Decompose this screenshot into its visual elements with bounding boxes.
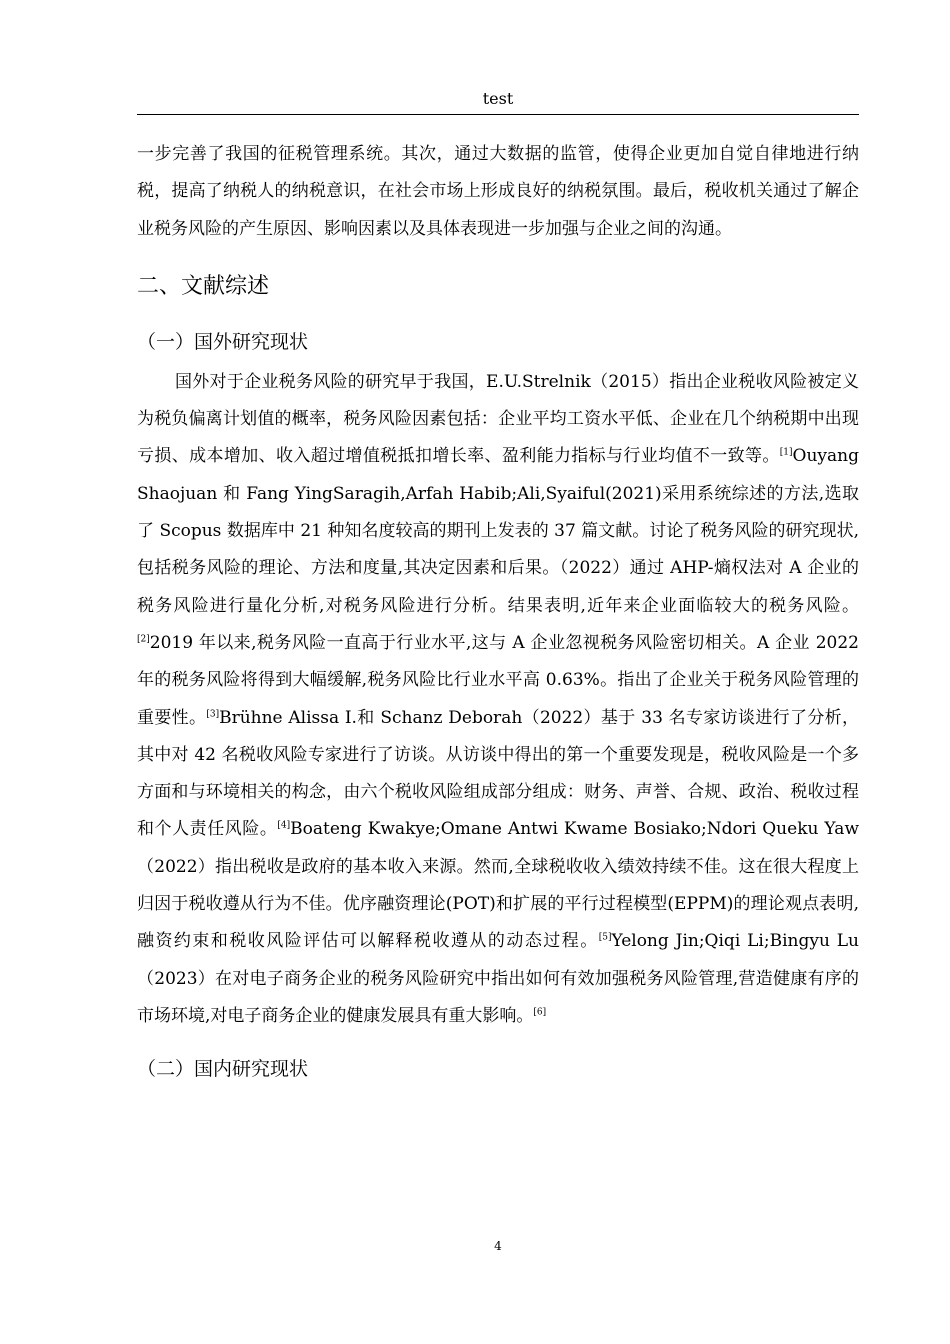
intro-paragraph: 一步完善了我国的征税管理系统。其次，通过大数据的监管，使得企业更加自觉自律地进行纳税，提高了纳税人的纳税意识，在社会市场上形成良好的纳税氛围。最后，税收机关通过了解企业税务风险的产生原因、影响因素以及具体表现进一步加强与企业之间的沟通。 — [137, 144, 859, 239]
subsection-heading-foreign: （一）国外研究现状 — [137, 330, 309, 353]
running-header: test — [482, 89, 514, 108]
foreign-research-paragraph — [137, 364, 859, 1035]
paragraph-sentence: Ouyang Shaojuan 和 Fang YingSaragih,Arfah Habib;Ali,Syaiful(2021)采用系统综述的方法,选取了 Scopus 数据库中 21 种知名度较高的期刊上发表的 37 篇文献。讨论了税务风险的研究现状,包括税务风险的理论、方法和度量,其决定因素和后果。（2022）通过 AHP-熵权法对 A 企业的税务风险进行量化分析,对税务风险进行分析。结果表明,近年来企业面临较大的税务风险。 — [137, 446, 859, 616]
citation-ref: [4] — [277, 820, 291, 831]
citation-ref: [6] — [533, 1007, 547, 1018]
page-number: 4 — [494, 1239, 502, 1253]
page-body — [137, 136, 859, 1091]
paragraph-sentence: Yelong Jin;Qiqi Li;Bingyu Lu（2023）在对电子商务企业的税务风险研究中指出如何有效加强税务风险管理,营造健康有序的市场环境,对电子商务企业的健康发展具有重大影响。 — [137, 931, 860, 1026]
header-rule — [137, 114, 859, 115]
citation-ref: [2] — [137, 634, 150, 645]
citation-ref: [5] — [598, 932, 612, 943]
subsection-heading-domestic: （二）国内研究现状 — [137, 1058, 309, 1081]
citation-ref: [1] — [779, 447, 793, 458]
paragraph-sentence: 国外对于企业税务风险的研究早于我国，E.U.Strelnik（2015）指出企业税收风险被定义为税负偏离计划值的概率，税务风险因素包括：企业平均工资水平低、企业在几个纳税期中出现亏损、成本增加、收入超过增值税抵扣增长率、盈利能力指标与行业均值不一致等。 — [137, 371, 859, 467]
citation-ref: [3] — [206, 708, 220, 719]
paragraph-sentence: Boateng Kwakye;Omane Antwi Kwame Bosiako;Ndori Queku Yaw（2022）指出税收是政府的基本收入来源。然而,全球税收收入绩效持续不佳。这在很大程度上归因于税收遵从行为不佳。优序融资理论(POT)和扩展的平行过程模型(EPPM)的理论观点表明,融资约束和税收风险评估可以解释税收遵从的动态过程。 — [137, 819, 859, 952]
paragraph-sentence: Brühne Alissa I.和 Schanz Deborah（2022）基于 33 名专家访谈进行了分析，其中对 42 名税收风险专家进行了访谈。从访谈中得出的第一个重要发现是，税收风险是一个多方面和与环境相关的构念，由六个税收风险组成部分组成：财务、声誉、合规、政治、税收过程和个人责任风险。 — [137, 707, 860, 840]
section-heading: 二、文献综述 — [137, 273, 270, 299]
paragraph-sentence: 2019 年以来,税务风险一直高于行业水平,这与 A 企业忽视税务风险密切相关。A 企业 2022 年的税务风险将得到大幅缓解,税务风险比行业水平高 0.63%。指出了企业关于税务风险管理的重要性。 — [137, 632, 859, 728]
